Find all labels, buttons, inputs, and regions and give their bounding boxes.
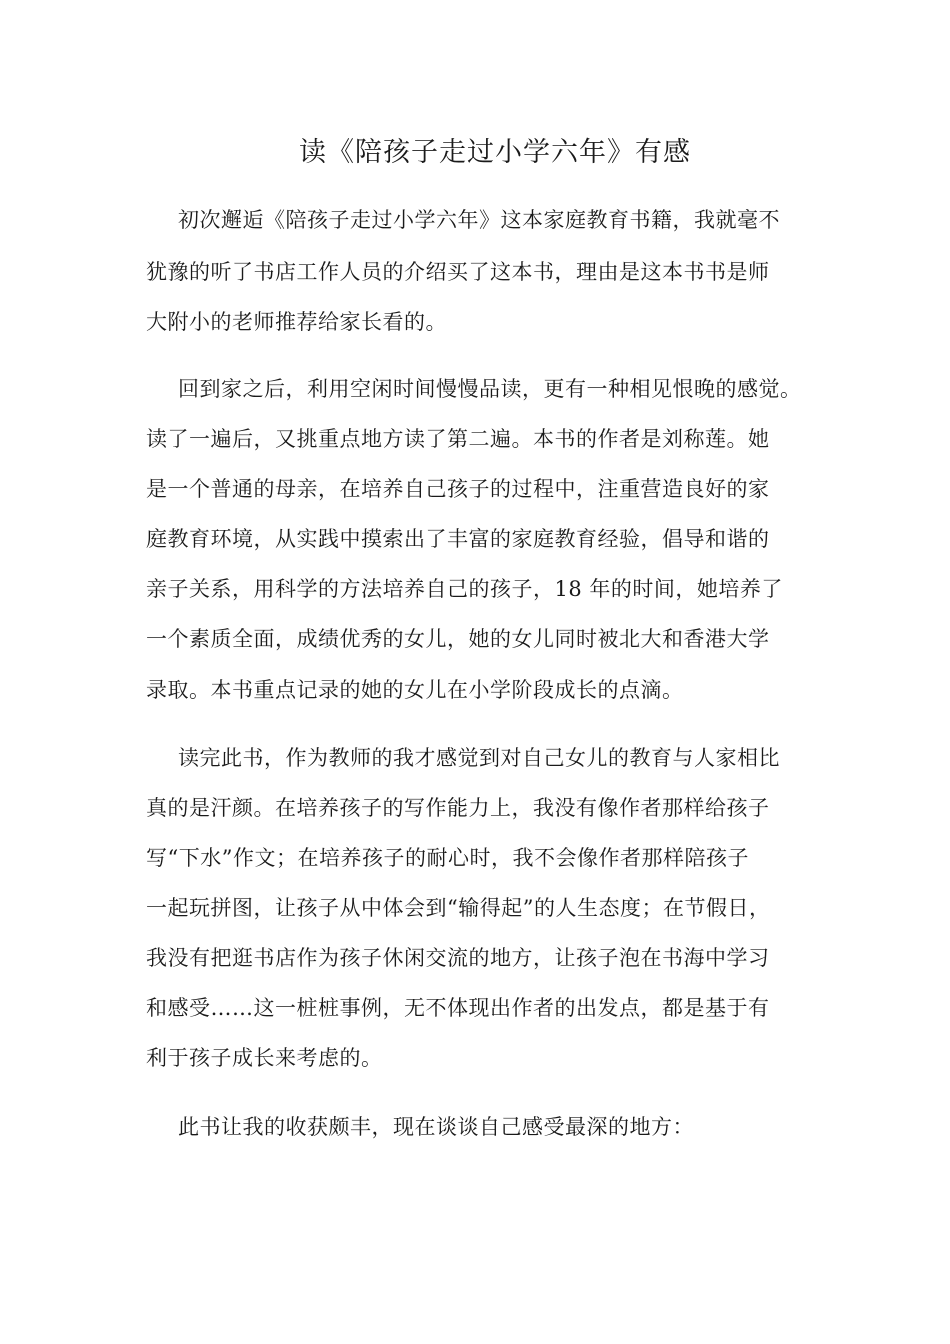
paragraph-2-line-4: 庭教育环境，从实践中摸索出了丰富的家庭教育经验，倡导和谐的	[146, 527, 770, 551]
paragraph-2-line-6: 一个素质全面，成绩优秀的女儿，她的女儿同时被北大和香港大学	[146, 627, 770, 651]
paragraph-3-line-5: 我没有把逛书店作为孩子休闲交流的地方，让孩子泡在书海中学习	[146, 946, 770, 970]
paragraph-2-line-7: 录取。本书重点记录的她的女儿在小学阶段成长的点滴。	[146, 678, 684, 702]
paragraph-2-line-1: 回到家之后，利用空闲时间慢慢品读，更有一种相见恨晚的感觉。	[178, 377, 802, 401]
paragraph-1-line-2: 犹豫的听了书店工作人员的介绍买了这本书，理由是这本书书是师	[146, 260, 770, 284]
document-title: 读《陪孩子走过小学六年》有感	[299, 137, 691, 168]
paragraph-4-line-1: 此书让我的收获颇丰，现在谈谈自己感受最深的地方：	[178, 1115, 694, 1139]
paragraph-2-line-5: 亲子关系，用科学的方法培养自己的孩子，18 年的时间，她培养了	[146, 577, 783, 601]
paragraph-3-line-1: 读完此书，作为教师的我才感觉到对自己女儿的教育与人家相比	[178, 746, 780, 770]
paragraph-3-line-3: 写“下水”作文；在培养孩子的耐心时，我不会像作者那样陪孩子	[146, 846, 749, 870]
paragraph-3-line-4: 一起玩拼图，让孩子从中体会到“输得起”的人生态度；在节假日，	[146, 896, 771, 920]
paragraph-3-line-2: 真的是汗颜。在培养孩子的写作能力上，我没有像作者那样给孩子	[146, 796, 770, 820]
paragraph-1-line-3: 大附小的老师推荐给家长看的。	[146, 310, 447, 334]
paragraph-1-line-1: 初次邂逅《陪孩子走过小学六年》这本家庭教育书籍，我就毫不	[178, 208, 780, 232]
paragraph-3-line-6: 和感受……这一桩桩事例，无不体现出作者的出发点，都是基于有	[146, 996, 770, 1020]
paragraph-2-line-3: 是一个普通的母亲，在培养自己孩子的过程中，注重营造良好的家	[146, 477, 770, 501]
paragraph-3-line-7: 利于孩子成长来考虑的。	[146, 1046, 383, 1070]
paragraph-2-line-2: 读了一遍后，又挑重点地方读了第二遍。本书的作者是刘称莲。她	[146, 427, 770, 451]
